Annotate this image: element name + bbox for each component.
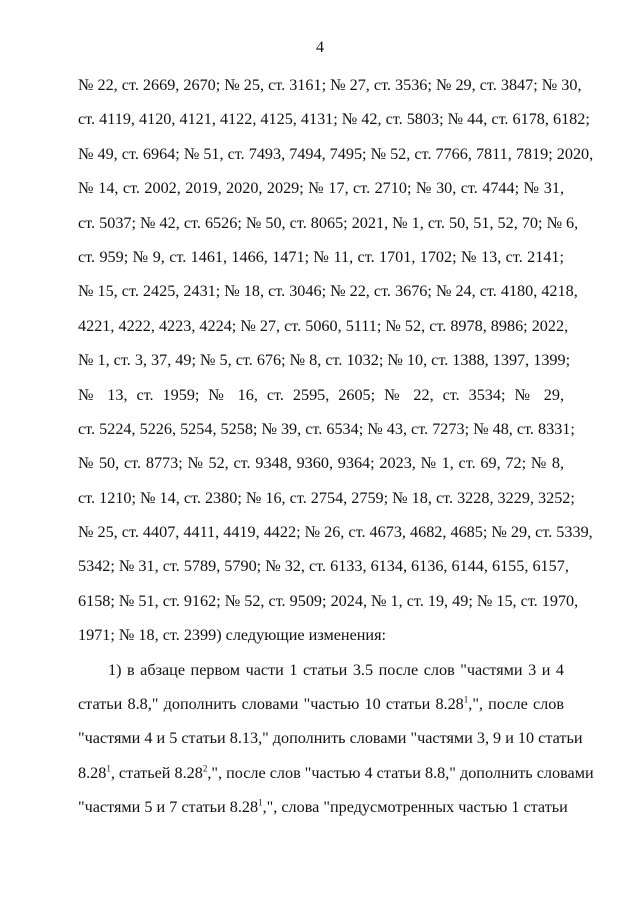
amendment-item-1-line-3: [78, 721, 583, 755]
amendment-text: ,", после слов "частью 4 статьи 8.8," дополнить словами: [207, 763, 594, 782]
citation-line: № 25, ст. 4407, 4411, 4419, 4422; № 26, ст. 4673, 4682, 4685; № 29, ст. 5339,: [78, 523, 593, 542]
amendment-text: ,", слова "предусмотренных частью 1 статьи: [262, 798, 568, 817]
amendment-item-1-line-2: [78, 687, 564, 721]
superscript: 1: [258, 797, 263, 808]
amendment-text: , статьей 8.28: [110, 763, 203, 782]
citation-line: 4221, 4222, 4223, 4224; № 27, ст. 5060, 5111; № 52, ст. 8978, 8986; 2022,: [78, 316, 569, 335]
superscript: 1: [106, 763, 111, 774]
amendment-text: "частями 5 и 7 статьи 8.28: [78, 798, 259, 817]
citation-line: 5342; № 31, ст. 5789, 5790; № 32, ст. 6133, 6134, 6136, 6144, 6155, 6157,: [78, 557, 569, 576]
amendment-item-1-line-5: [78, 790, 568, 824]
citation-line: ст. 1210; № 14, ст. 2380; № 16, ст. 2754, 2759; № 18, ст. 3228, 3229, 3252;: [78, 488, 575, 507]
citation-line: № 15, ст. 2425, 2431; № 18, ст. 3046; № 22, ст. 3676; № 24, ст. 4180, 4218,: [78, 282, 578, 301]
citation-line: ст. 5037; № 42, ст. 6526; № 50, ст. 8065; 2021, № 1, ст. 50, 51, 52, 70; № 6,: [78, 213, 579, 232]
citation-line: № 50, ст. 8773; № 52, ст. 9348, 9360, 9364; 2023, № 1, ст. 69, 72; № 8,: [78, 454, 564, 473]
amendment-item-1-line-1: [78, 653, 564, 687]
citation-line: ст. 4119, 4120, 4121, 4122, 4125, 4131; № 42, ст. 5803; № 44, ст. 6178, 6182;: [78, 110, 590, 129]
citation-line: 6158; № 51, ст. 9162; № 52, ст. 9509; 2024, № 1, ст. 19, 49; № 15, ст. 1970,: [78, 591, 579, 610]
superscript: 1: [463, 694, 469, 705]
citation-line: № 14, ст. 2002, 2019, 2020, 2029; № 17, ст. 2710; № 30, ст. 4744; № 31,: [78, 179, 564, 198]
amendment-text: ,", после слов: [468, 695, 564, 714]
amendment-text: "частями 4 и 5 статьи 8.13," дополнить словами "частями 3, 9 и 10 статьи: [78, 729, 583, 748]
page-number: 4: [316, 39, 324, 56]
citation-line: № 22, ст. 2669, 2670; № 25, ст. 3161; № 27, ст. 3536; № 29, ст. 3847; № 30,: [78, 76, 582, 94]
amendment-text: статьи 8.8," дополнить словами "частью 10 статьи 8.28: [78, 695, 464, 714]
amendment-text: 1) в абзаце первом части 1 статьи 3.5 после слов "частями 3 и 4: [108, 660, 564, 679]
citation-line: ст. 959; № 9, ст. 1461, 1466, 1471; № 11, ст. 1701, 1702; № 13, ст. 2141;: [78, 247, 564, 266]
citation-line: № 49, ст. 6964; № 51, ст. 7493, 7494, 7495; № 52, ст. 7766, 7811, 7819; 2020,: [78, 144, 594, 163]
citation-line-final: 1971; № 18, ст. 2399) следующие изменения:: [78, 626, 387, 645]
superscript: 2: [202, 763, 208, 774]
amendment-text: 8.28: [78, 763, 107, 782]
amendment-item-1-line-4: [78, 756, 594, 790]
citation-line: № 1, ст. 3, 37, 49; № 5, ст. 676; № 8, ст. 1032; № 10, ст. 1388, 1397, 1399;: [78, 351, 571, 370]
citation-line: № 13, ст. 1959; № 16, ст. 2595, 2605; № 22, ст. 3534; № 29,: [78, 385, 564, 404]
document-body: [78, 68, 594, 825]
citation-line: ст. 5224, 5226, 5254, 5258; № 39, ст. 6534; № 43, ст. 7273; № 48, ст. 8331;: [78, 419, 575, 438]
